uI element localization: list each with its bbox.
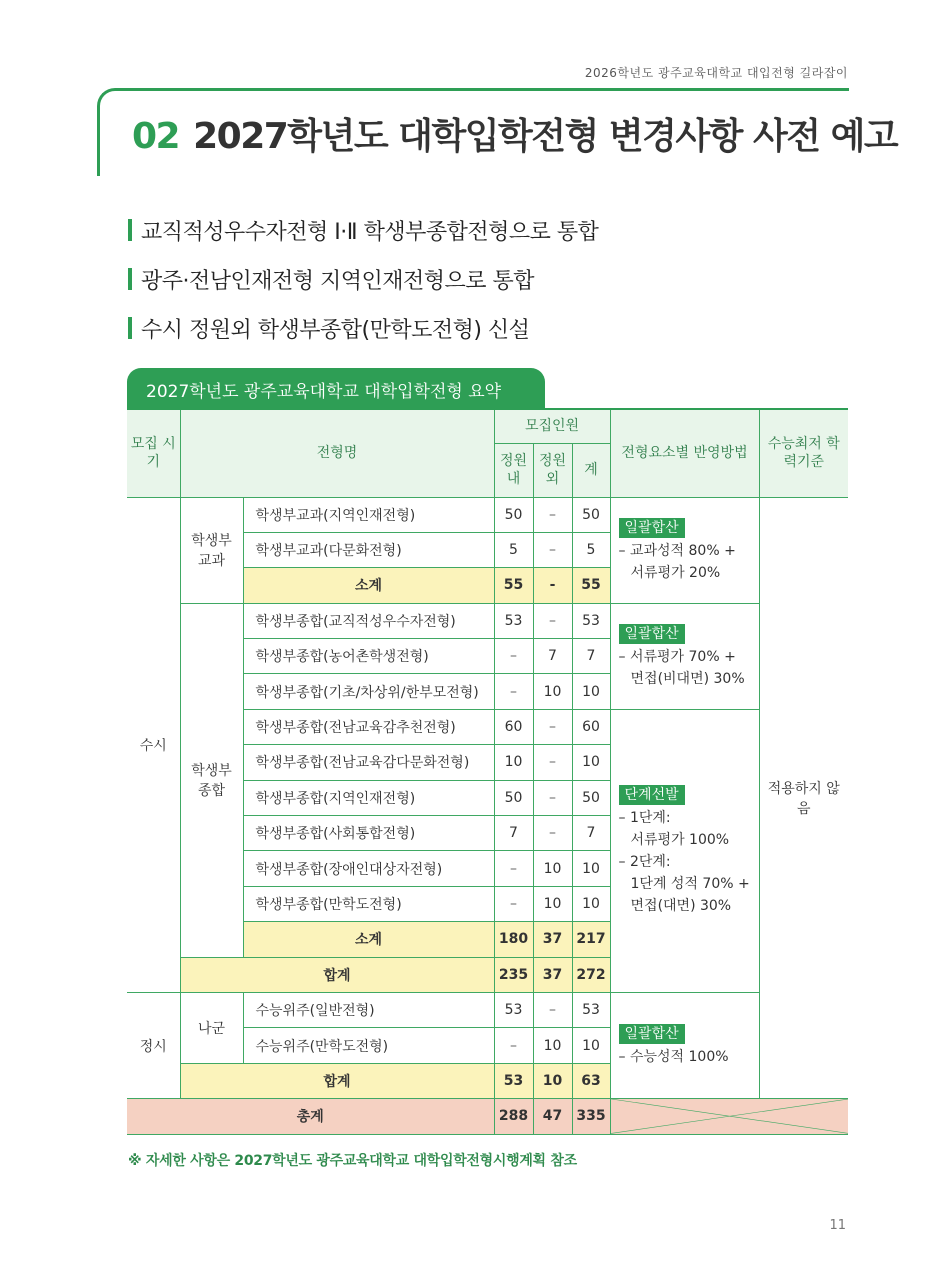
quota-total: 50: [572, 780, 610, 815]
method-line: – 1단계:: [618, 810, 671, 827]
quota-total: 7: [572, 639, 610, 674]
quota-in: 235: [494, 957, 533, 992]
quota-total: 5: [572, 532, 610, 567]
quota-out: 10: [533, 674, 572, 709]
quota-total: 10: [572, 851, 610, 886]
subtotal-label: 소계: [243, 568, 494, 603]
quota-total: 217: [572, 922, 610, 957]
section-heading: 2027학년도 대학입학전형 변경사항 사전 예고: [193, 116, 898, 157]
bullet-bar: [128, 317, 132, 339]
header-quota-total: 계: [572, 443, 610, 497]
quota-out: -: [533, 568, 572, 603]
subtotal-label: 소계: [243, 922, 494, 957]
method-tag: 일괄합산: [619, 1024, 685, 1044]
quota-total: 10: [572, 674, 610, 709]
group-jonghap: 학생부 종합: [180, 603, 243, 957]
footnote: ※ 자세한 사항은 2027학년도 광주교육대학교 대학입학전형시행계획 참조: [128, 1153, 577, 1169]
quota-out: –: [533, 992, 572, 1027]
quota-total: 53: [572, 992, 610, 1027]
period-susi: 수시: [127, 497, 180, 992]
header-quota-out: 정원 외: [533, 443, 572, 497]
quota-out: –: [533, 816, 572, 851]
method-line: 면접(비대면) 30%: [630, 670, 745, 687]
grand-total-label: 총계: [127, 1099, 494, 1134]
header-name: 전형명: [180, 409, 494, 497]
section-number: 02: [132, 116, 180, 157]
quota-in: 60: [494, 709, 533, 744]
program-name: 학생부교과(지역인재전형): [243, 497, 494, 532]
method-cell: [610, 497, 759, 603]
quota-total: 53: [572, 603, 610, 638]
quota-total: 335: [572, 1099, 610, 1134]
bullet-bar: [128, 219, 132, 241]
quota-in: –: [494, 674, 533, 709]
quota-out: 10: [533, 1063, 572, 1098]
quota-total: 10: [572, 745, 610, 780]
total-label: 합계: [180, 957, 494, 992]
quota-total: 55: [572, 568, 610, 603]
csat-cell: 적용하지 않음: [759, 497, 848, 1099]
admission-summary-table: [127, 408, 848, 1135]
empty-crossed-cell: [610, 1099, 848, 1134]
method-tag: 일괄합산: [619, 518, 685, 538]
program-name: 학생부종합(전남교육감추천전형): [243, 709, 494, 744]
page-number: 11: [829, 1218, 846, 1233]
bullet-item: [128, 216, 598, 244]
cross-lines: [611, 1099, 849, 1133]
method-line: 1단계 성적 70% +: [630, 876, 750, 893]
method-line: – 교과성적 80% +: [618, 542, 736, 559]
bullet-text: 광주·전남인재전형 지역인재전형으로 통합: [141, 268, 535, 294]
quota-in: 50: [494, 497, 533, 532]
program-name: 학생부교과(다문화전형): [243, 532, 494, 567]
method-tag: 일괄합산: [619, 624, 685, 644]
bullet-text: 교직적성우수자전형 Ⅰ·Ⅱ 학생부종합전형으로 통합: [141, 219, 599, 245]
quota-out: 10: [533, 851, 572, 886]
bullet-item: [128, 314, 598, 342]
quota-in: –: [494, 639, 533, 674]
quota-out: 10: [533, 886, 572, 921]
table-title-tab: 2027학년도 광주교육대학교 대학입학전형 요약: [127, 368, 545, 408]
quota-out: –: [533, 709, 572, 744]
quota-in: 5: [494, 532, 533, 567]
method-line: 서류평가 20%: [630, 564, 721, 581]
quota-total: 10: [572, 886, 610, 921]
quota-in: –: [494, 1028, 533, 1063]
quota-total: 10: [572, 1028, 610, 1063]
quota-total: 272: [572, 957, 610, 992]
quota-out: –: [533, 603, 572, 638]
bullet-bar: [128, 268, 132, 290]
quota-out: –: [533, 745, 572, 780]
quota-in: 53: [494, 1063, 533, 1098]
quota-in: 180: [494, 922, 533, 957]
quota-total: 60: [572, 709, 610, 744]
header-method: 전형요소별 반영방법: [610, 409, 759, 497]
method-tag: 단계선발: [619, 785, 685, 805]
header-csat: 수능최저 학력기준: [759, 409, 848, 497]
running-header: 2026학년도 광주교육대학교 대입전형 길라잡이: [584, 66, 848, 80]
quota-in: –: [494, 851, 533, 886]
program-name: 학생부종합(교직적성우수자전형): [243, 603, 494, 638]
change-bullets: [128, 216, 598, 363]
group-nagun: 나군: [180, 992, 243, 1063]
quota-out: 37: [533, 957, 572, 992]
program-name: 학생부종합(기초/차상위/한부모전형): [243, 674, 494, 709]
quota-in: 7: [494, 816, 533, 851]
quota-out: 7: [533, 639, 572, 674]
quota-out: –: [533, 532, 572, 567]
quota-out: 47: [533, 1099, 572, 1134]
quota-in: –: [494, 886, 533, 921]
quota-in: 10: [494, 745, 533, 780]
quota-in: 53: [494, 992, 533, 1027]
section-title: [132, 108, 897, 159]
quota-in: 50: [494, 780, 533, 815]
quota-total: 50: [572, 497, 610, 532]
quota-out: 10: [533, 1028, 572, 1063]
method-line: – 2단계:: [618, 854, 671, 871]
group-gyogwa: 학생부 교과: [180, 497, 243, 603]
header-quota: 모집인원: [494, 409, 610, 443]
method-cell: [610, 709, 759, 992]
total-label: 합계: [180, 1063, 494, 1098]
method-cell: [610, 603, 759, 709]
program-name: 학생부종합(지역인재전형): [243, 780, 494, 815]
program-name: 학생부종합(전남교육감다문화전형): [243, 745, 494, 780]
quota-out: –: [533, 780, 572, 815]
header-period: 모집 시기: [127, 409, 180, 497]
program-name: 수능위주(만학도전형): [243, 1028, 494, 1063]
method-cell: [610, 992, 759, 1098]
header-quota-in: 정원 내: [494, 443, 533, 497]
quota-total: 7: [572, 816, 610, 851]
period-jeongsi: 정시: [127, 992, 180, 1098]
program-name: 학생부종합(농어촌학생전형): [243, 639, 494, 674]
method-line: 면접(대면) 30%: [630, 898, 732, 915]
method-line: – 서류평가 70% +: [618, 648, 736, 665]
quota-out: 37: [533, 922, 572, 957]
quota-out: –: [533, 497, 572, 532]
bullet-item: [128, 265, 598, 293]
program-name: 학생부종합(만학도전형): [243, 886, 494, 921]
program-name: 수능위주(일반전형): [243, 992, 494, 1027]
quota-in: 55: [494, 568, 533, 603]
bullet-text: 수시 정원외 학생부종합(만학도전형) 신설: [141, 317, 530, 343]
program-name: 학생부종합(사회통합전형): [243, 816, 494, 851]
program-name: 학생부종합(장애인대상자전형): [243, 851, 494, 886]
quota-total: 63: [572, 1063, 610, 1098]
method-line: 서류평가 100%: [630, 832, 730, 849]
quota-in: 288: [494, 1099, 533, 1134]
method-line: – 수능성적 100%: [618, 1049, 729, 1066]
quota-in: 53: [494, 603, 533, 638]
